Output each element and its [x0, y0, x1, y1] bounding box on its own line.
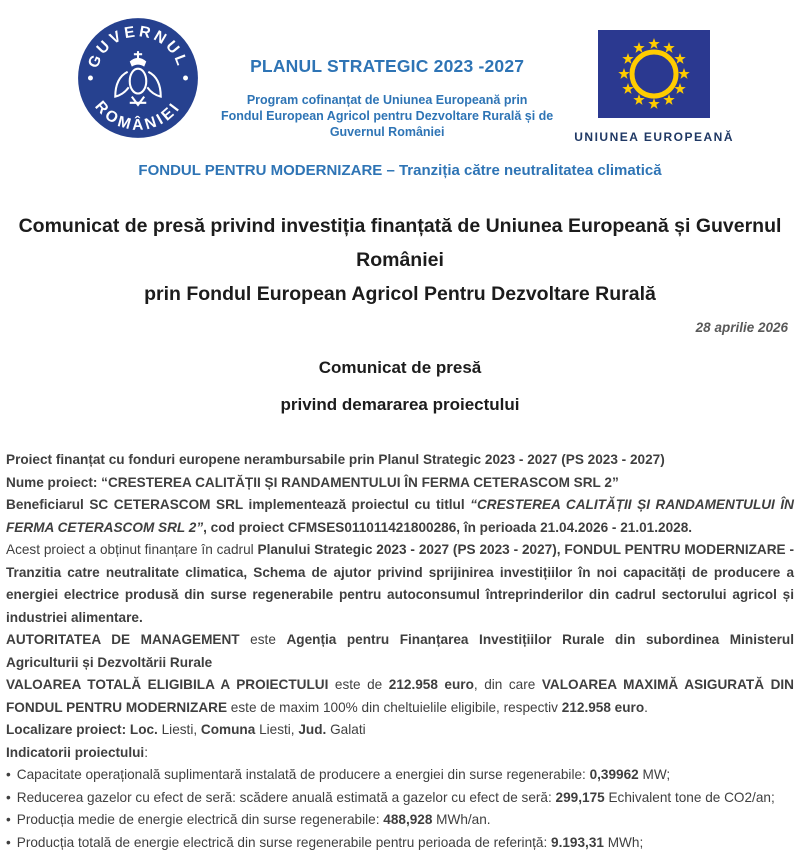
release-date: 28 aprilie 2026	[695, 320, 788, 335]
text-run: 0,39962	[589, 767, 639, 782]
text-run: Capacitate operațională suplimentară instalată de producere a energiei din surse regenerabile:	[16, 767, 590, 782]
text-run: Liesti,	[255, 722, 299, 737]
indicator-ghg-reduction	[6, 787, 794, 810]
program-header	[200, 16, 574, 140]
header	[0, 0, 800, 144]
bullet-icon: •	[6, 789, 11, 805]
text-run: Acest proiect a obținut finanțare în cadrul	[6, 542, 258, 557]
text-run: Comuna	[200, 722, 256, 737]
text-run: MWh/an.	[432, 812, 491, 827]
paragraph-eligible-value	[6, 674, 794, 719]
text-run: Proiect finanțat cu fonduri europene nerambursabile prin Planul Strategic 2023 - 2027 (PS 2023 - 2027)	[6, 452, 665, 467]
text-run: Reducerea gazelor cu efect de seră: scădere anuală estimată a gazelor cu efect de seră:	[16, 789, 556, 805]
text-run: Indicatorii proiectului	[6, 744, 145, 760]
text-run: 488,928	[383, 812, 433, 827]
paragraph-location	[6, 719, 794, 742]
paragraph-beneficiary	[6, 494, 794, 539]
text-run: Jud.	[298, 722, 327, 737]
text-run: VALOAREA TOTALĂ ELIGIBILA A PROIECTULUI	[6, 677, 329, 692]
eu-caption: UNIUNEA EUROPEANĂ	[574, 130, 734, 144]
eu-flag-icon	[598, 30, 710, 118]
seal-dot-left	[88, 76, 93, 81]
text-run: :	[144, 744, 148, 760]
text-run: MWh;	[603, 834, 644, 850]
text-run: Nume proiect: “CRESTEREA CALITĂȚII ȘI RANDAMENTULUI ÎN FERMA CETERASCOM SRL 2”	[6, 474, 619, 490]
text-run: este de	[328, 677, 389, 692]
paragraph-financing-scheme	[6, 539, 794, 629]
text-run: Galati	[326, 722, 366, 737]
indicator-capacity	[6, 764, 794, 787]
press-release-subtitle	[0, 349, 800, 423]
text-run: 212.958 euro	[561, 699, 645, 715]
program-subtitle-2: Fondul European Agricol pentru Dezvoltare Rurală și de Guvernul României	[221, 109, 554, 139]
document-title-line2: prin Fondul European Agricol Pentru Dezvoltare Rurală	[144, 283, 656, 305]
paragraph-project-name	[6, 472, 794, 495]
paragraph-management-authority	[6, 629, 794, 674]
gov-seal-bottom-text: ROMÂNIEI	[91, 98, 185, 134]
text-run: este	[239, 632, 287, 647]
text-run: Agenția pentru Finanțarea Investițiilor Rurale din subordinea Ministerul Agriculturii și Dezvoltării Rurale	[6, 632, 795, 670]
text-run: MW;	[638, 767, 671, 782]
text-run: Producția totală de energie electrică din surse regenerabile pentru perioada de referință:	[16, 834, 552, 850]
document-title-line1: Comunicat de presă privind investiția finanțată de Uniunea Europeană și Guvernul României	[18, 215, 782, 271]
text-run: Localizare proiect: Loc.	[6, 722, 158, 737]
gov-seal-top-text: GUVERNUL	[84, 23, 191, 71]
text-run: , cod proiect CFMSES011011421800286, în perioada 21.04.2026 - 21.01.2028.	[203, 519, 693, 535]
text-run: 9.193,31	[551, 834, 604, 850]
text-run: Beneficiarul SC CETERASCOM SRL implementează proiectul cu titlul	[6, 497, 471, 512]
gov-romania-seal-icon	[76, 16, 200, 140]
text-run: este de maxim 100% din cheltuielile eligibile, respectiv	[227, 699, 562, 715]
text-run: .	[644, 699, 648, 715]
program-subtitle-1: Program cofinanțat de Uniunea Europeană prin	[246, 93, 528, 107]
text-run: Producția medie de energie electrică din surse regenerabile:	[16, 812, 384, 827]
bullet-icon: •	[6, 812, 11, 827]
text-run: “CRESTEREA CALITĂȚII ȘI RANDAMENTULUI ÎN FERMA CETERASCOM SRL 2”	[6, 497, 794, 535]
text-run: 299,175	[555, 789, 605, 805]
paragraph-indicators-heading	[6, 742, 794, 765]
seal-dot-right	[183, 76, 188, 81]
eu-flag-block	[574, 16, 734, 144]
text-run: Planului Strategic 2023 - 2027 (PS 2023 - 2027), FONDUL PENTRU MODERNIZARE - Tranzitia catre neutralitate climatica, Schema de ajutor privind sprijinirea investițiilor în noi capacități de producere a energiei electrice produsă din surse regenerabile pentru autoconsumul întreprinderilor din cadrul sectorului agricol și industriei alimentare.	[6, 542, 794, 625]
indicator-total-production	[6, 832, 794, 855]
modernization-fund-banner: FONDUL PENTRU MODERNIZARE – Tranziția către neutralitatea climatică	[138, 162, 662, 179]
bullet-icon: •	[6, 767, 11, 782]
text-run: AUTORITATEA DE MANAGEMENT	[6, 632, 240, 647]
program-title: PLANUL STRATEGIC 2023 -2027	[250, 56, 525, 76]
text-run: Liesti,	[157, 722, 201, 737]
text-run: , din care	[473, 677, 542, 692]
press-release-subtitle-line2: privind demararea proiectului	[280, 395, 520, 414]
text-run: VALOAREA MAXIMĂ ASIGURATĂ DIN FONDUL PENTRU MODERNIZARE	[6, 677, 794, 715]
bullet-icon: •	[6, 834, 11, 850]
text-run: 212.958 euro	[388, 677, 474, 692]
indicator-average-production	[6, 809, 794, 832]
press-release-subtitle-line1: Comunicat de presă	[318, 358, 482, 377]
document-title	[0, 209, 800, 311]
text-run: Echivalent tone de CO2/an;	[604, 789, 775, 805]
document-body	[0, 449, 800, 854]
paragraph-funding-source	[6, 449, 794, 472]
